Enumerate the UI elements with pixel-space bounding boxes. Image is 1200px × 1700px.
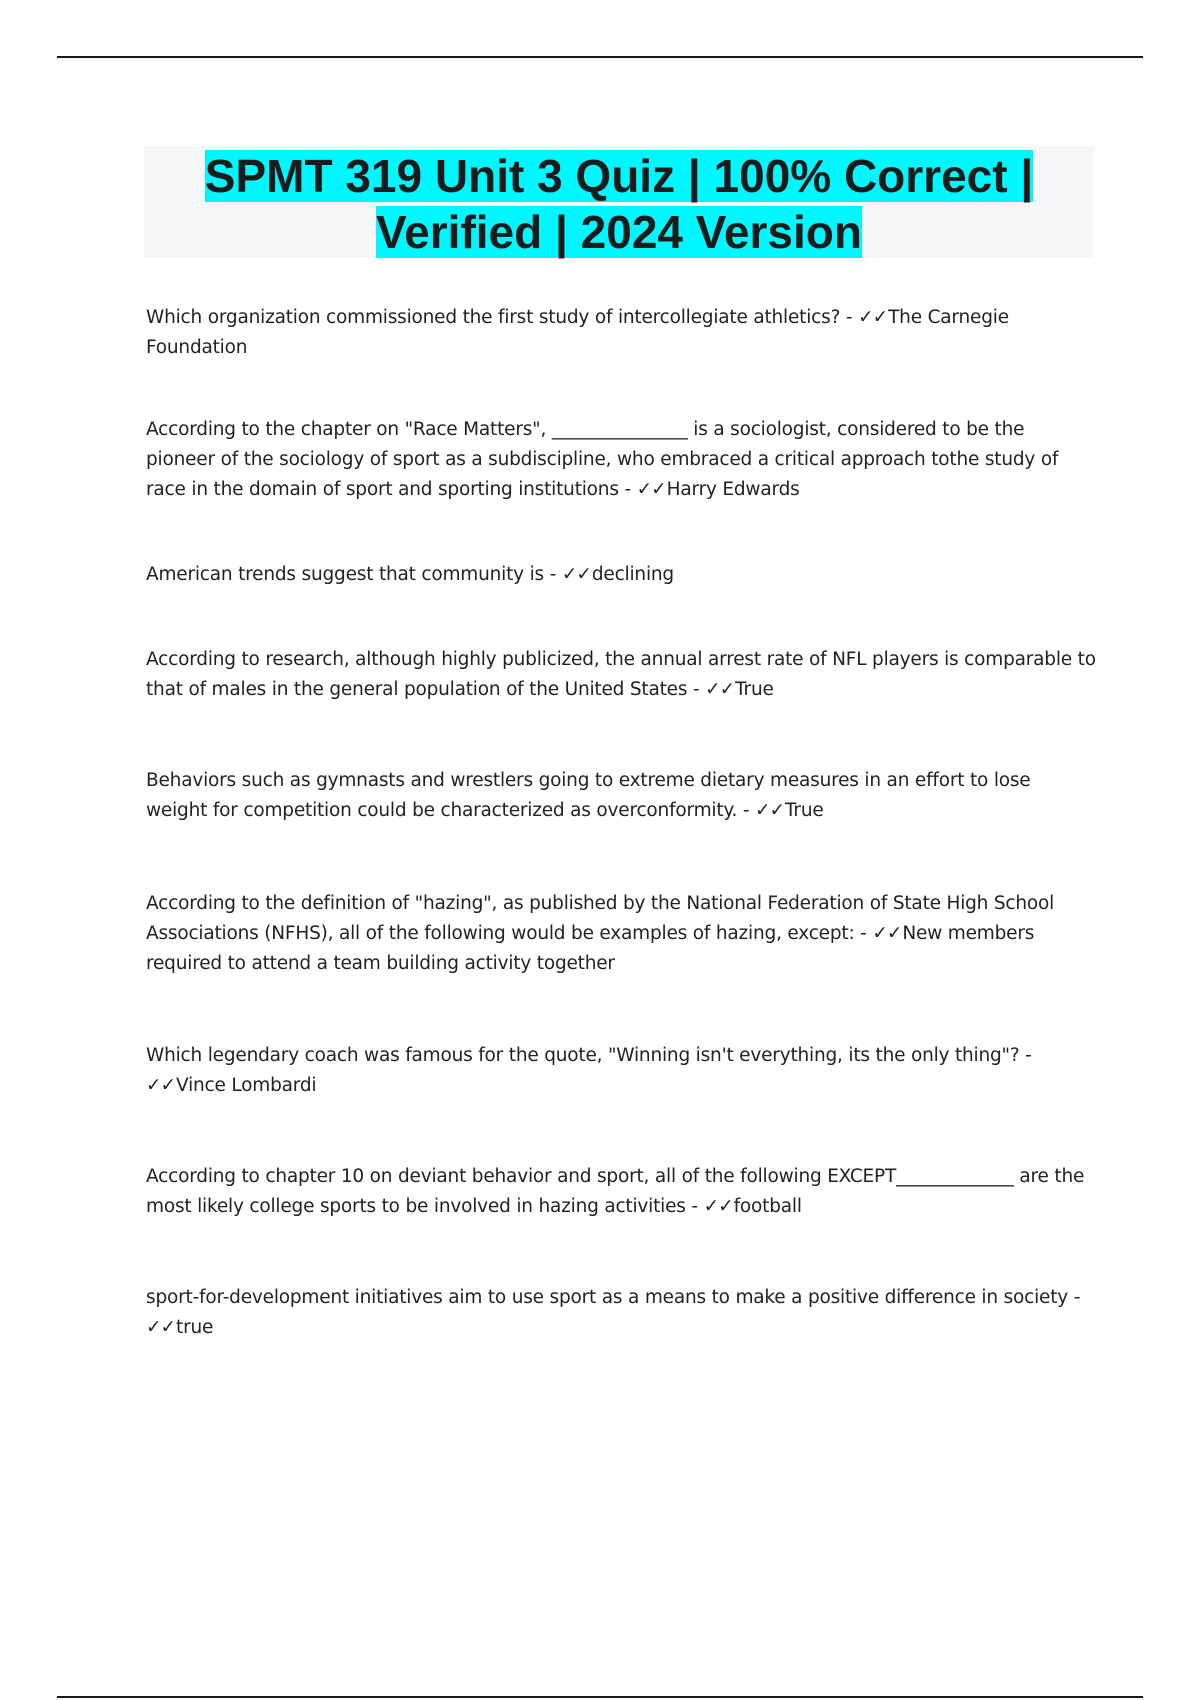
qa-item xyxy=(146,1041,1096,1101)
double-check-icon: ✓✓ xyxy=(561,564,591,585)
question-answer-separator: - xyxy=(618,479,637,500)
answer-text: true xyxy=(176,1317,214,1338)
question-text: sport-for-development initiatives aim to use sport as a means to make a positive difference in society xyxy=(146,1287,1069,1308)
qa-item xyxy=(146,889,1096,979)
answer-text: declining xyxy=(591,564,674,585)
qa-item xyxy=(146,303,1096,363)
question-answer-separator: - xyxy=(1019,1045,1032,1066)
question-answer-separator: - xyxy=(543,564,562,585)
question-text: Behaviors such as gymnasts and wrestlers going to extreme dietary measures in an effort to lose weight for competition could be characterized as overconformity. xyxy=(146,770,1031,821)
question-answer-separator: - xyxy=(854,923,873,944)
question-answer-separator: - xyxy=(1068,1287,1081,1308)
question-text: According to research, although highly publicized, the annual arrest rate of NFL players is comparable to that of males in the general population of the United States xyxy=(146,649,1096,700)
double-check-icon: ✓✓ xyxy=(636,479,666,500)
question-answer-separator: - xyxy=(687,679,706,700)
qa-item xyxy=(146,1162,1096,1222)
answer-text: True xyxy=(735,679,774,700)
answer-text: The Carnegie Foundation xyxy=(146,307,1009,358)
answer-text: Vince Lombardi xyxy=(176,1075,317,1096)
question-text: Which legendary coach was famous for the quote, "Winning isn't everything, its the only thing"? xyxy=(146,1045,1020,1066)
double-check-icon: ✓✓ xyxy=(872,923,902,944)
qa-item xyxy=(146,766,1096,826)
double-check-icon: ✓✓ xyxy=(703,1196,733,1217)
double-check-icon: ✓✓ xyxy=(755,800,785,821)
qa-item xyxy=(146,560,1096,590)
question-text: Which organization commissioned the first study of intercollegiate athletics? xyxy=(146,307,841,328)
page-title xyxy=(144,146,1094,260)
answer-text: Harry Edwards xyxy=(666,479,800,500)
answer-text: football xyxy=(733,1196,802,1217)
qa-item xyxy=(146,1283,1096,1343)
double-check-icon: ✓✓ xyxy=(146,1317,176,1338)
question-text: According to chapter 10 on deviant behavior and sport, all of the following EXCEPT_____________ are the most likely college sports to be involved in hazing activities xyxy=(146,1166,1085,1217)
question-answer-separator: - xyxy=(685,1196,704,1217)
answer-text: True xyxy=(785,800,824,821)
page-title-text: SPMT 319 Unit 3 Quiz | 100% Correct | Verified | 2024 Version xyxy=(204,150,1034,258)
question-answer-separator: - xyxy=(737,800,756,821)
double-check-icon: ✓✓ xyxy=(146,1075,176,1096)
title-banner xyxy=(144,146,1094,258)
top-rule xyxy=(57,56,1143,58)
question-text: American trends suggest that community is xyxy=(146,564,544,585)
double-check-icon: ✓✓ xyxy=(858,307,888,328)
qa-item xyxy=(146,415,1096,505)
qa-item xyxy=(146,645,1096,705)
question-answer-separator: - xyxy=(840,307,859,328)
question-text: According to the definition of "hazing", as published by the National Federation of State High School Associations (NFHS), all of the following would be examples of hazing, except: xyxy=(146,893,1055,944)
answer-text: New members required to attend a team building activity together xyxy=(146,923,1035,974)
question-text: According to the chapter on "Race Matters", _______________ is a sociologist, considered to be the pioneer of the sociology of sport as a subdiscipline, who embraced a critical approach tothe study of race in the domain of sport and sporting institutions xyxy=(146,419,1059,500)
bottom-rule xyxy=(57,1696,1143,1698)
double-check-icon: ✓✓ xyxy=(705,679,735,700)
